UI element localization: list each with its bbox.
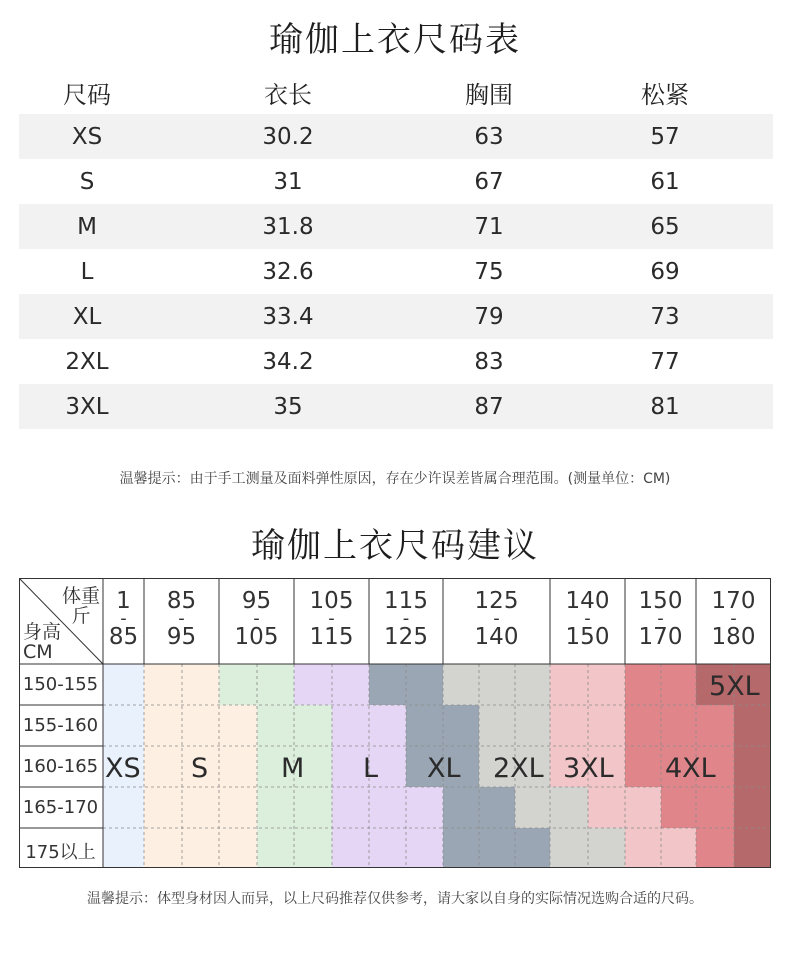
table-row	[19, 339, 773, 384]
size-zone-label-3xl: 3XL	[563, 753, 614, 784]
table-row	[19, 384, 773, 429]
size-zone-label-m: M	[281, 753, 305, 784]
weight-range-dash: -	[657, 608, 664, 629]
table-row	[19, 114, 773, 159]
weight-range-min: 85	[166, 588, 197, 614]
zone-cell-3xl	[550, 705, 588, 746]
height-unit: CM	[23, 641, 53, 663]
weight-range-min: 1	[116, 588, 131, 614]
weight-range-dash: -	[328, 608, 335, 629]
weight-range-min: 125	[474, 588, 519, 614]
weight-unit: 斤	[71, 605, 91, 627]
zone-cell-5xl	[734, 705, 771, 868]
size-zone-label-4xl: 4XL	[665, 753, 716, 784]
weight-range-dash: -	[493, 608, 500, 629]
size-zone-label-xs: XS	[105, 753, 141, 784]
weight-range-max: 125	[384, 624, 428, 650]
height-label: 身高	[23, 621, 62, 643]
weight-range-min: 150	[638, 588, 683, 614]
zone-cell-2xl	[515, 787, 550, 828]
zone-cell-4xl	[625, 705, 661, 746]
zone-cell-m	[257, 828, 294, 868]
zone-cell-l	[369, 705, 406, 746]
zone-cell-m	[294, 828, 332, 868]
zone-cell-4xl	[696, 705, 734, 746]
weight-range-header	[219, 590, 294, 676]
zone-cell-4xl	[661, 787, 696, 828]
weight-range-dash: -	[584, 608, 591, 629]
weight-range-header	[144, 590, 219, 676]
height-range-label: 165-170	[22, 797, 99, 818]
cell-length: 32.6	[262, 258, 314, 285]
weight-range-min: 115	[384, 588, 428, 614]
cell-stretch: 81	[650, 393, 680, 420]
zone-cell-3xl	[588, 787, 625, 828]
zone-cell-xl	[406, 705, 443, 746]
cell-size: XS	[71, 123, 103, 150]
zone-cell-m	[257, 705, 294, 746]
zone-cell-2xl	[479, 705, 515, 746]
height-range-label: 160-165	[22, 756, 99, 777]
zone-cell-l	[332, 787, 369, 828]
zone-cell-4xl	[696, 828, 734, 868]
table-row	[19, 249, 773, 294]
zone-cell-3xl	[661, 828, 696, 868]
cell-stretch: 57	[650, 123, 680, 150]
weight-range-dash: -	[730, 608, 737, 629]
cell-stretch: 65	[650, 213, 680, 240]
cell-length: 35	[273, 393, 303, 420]
cell-chest: 83	[474, 348, 504, 375]
cell-size: M	[77, 213, 97, 240]
cell-chest: 87	[474, 393, 504, 420]
cell-size: 3XL	[65, 393, 109, 420]
zone-cell-2xl	[515, 705, 550, 746]
weight-range-dash: -	[253, 608, 260, 629]
weight-range-header	[294, 590, 369, 676]
weight-range-header	[696, 590, 771, 676]
zone-cell-s	[144, 705, 182, 746]
zone-cell-xs	[103, 828, 144, 868]
cell-chest: 67	[474, 168, 504, 195]
zone-cell-4xl	[661, 705, 696, 746]
size-zone-label-l: L	[363, 753, 379, 784]
cell-length: 33.4	[262, 303, 314, 330]
weight-range-max: 140	[474, 624, 519, 650]
zone-cell-2xl	[550, 787, 588, 828]
size-chart-title: 瑜伽上衣尺码表	[269, 20, 521, 60]
cell-length: 34.2	[262, 348, 314, 375]
zone-cell-s	[182, 828, 219, 868]
size-zone-label-2xl: 2XL	[493, 753, 544, 784]
zone-cell-xl	[515, 828, 550, 868]
zone-cell-3xl	[588, 705, 625, 746]
weight-range-header	[443, 590, 550, 676]
cell-chest: 71	[474, 213, 504, 240]
size-recommendation-grid	[19, 578, 771, 868]
size-zone-label-xl: XL	[427, 753, 461, 784]
cell-chest: 63	[474, 123, 504, 150]
zone-cell-s	[219, 787, 257, 828]
zone-cell-2xl	[588, 828, 625, 868]
zone-cell-s	[144, 746, 182, 787]
recommendation-note: 温馨提示：体型身材因人而异，以上尺码推荐仅供参考，请大家以自身的实际情况选购合适的尺码。	[87, 891, 703, 907]
cell-stretch: 77	[650, 348, 680, 375]
zone-cell-3xl	[625, 787, 661, 828]
cell-chest: 75	[474, 258, 504, 285]
height-range-label: 150-155	[22, 674, 99, 695]
cell-length: 31.8	[262, 213, 314, 240]
zone-cell-m	[294, 787, 332, 828]
weight-range-header	[369, 590, 443, 676]
weight-range-header	[550, 590, 625, 676]
size-chart-note: 温馨提示：由于手工测量及面料弹性原因，存在少许误差皆属合理范围。(测量单位：CM)	[119, 471, 671, 487]
cell-size: XL	[72, 303, 102, 330]
size-zone-label-s: S	[191, 753, 209, 784]
zone-cell-l	[369, 828, 406, 868]
zone-cell-l	[406, 787, 443, 828]
zone-cell-l	[332, 828, 369, 868]
size-table-header	[19, 70, 773, 114]
header-length: 衣长	[264, 80, 312, 109]
zone-cell-s	[182, 787, 219, 828]
height-range-label: 155-160	[22, 715, 99, 736]
cell-size: L	[80, 258, 94, 285]
zone-cell-4xl	[625, 746, 661, 787]
cell-stretch: 61	[650, 168, 680, 195]
zone-cell-s	[219, 746, 257, 787]
recommendation-title: 瑜伽上衣尺码建议	[251, 526, 539, 566]
cell-size: S	[79, 168, 95, 195]
size-zone-label-5xl: 5XL	[709, 671, 760, 702]
zone-cell-4xl	[696, 787, 734, 828]
table-row	[19, 159, 773, 204]
zone-cell-xl	[443, 828, 479, 868]
weight-range-dash: -	[178, 608, 185, 629]
cell-length: 31	[273, 168, 303, 195]
weight-range-header	[103, 590, 144, 676]
zone-cell-s	[144, 787, 182, 828]
zone-cell-xl	[479, 787, 515, 828]
zone-cell-xl	[443, 705, 479, 746]
weight-range-min: 95	[241, 588, 272, 614]
weight-label: 体重	[61, 585, 100, 607]
weight-range-max: 115	[309, 624, 354, 650]
weight-axis-label	[59, 586, 103, 626]
zone-cell-l	[332, 705, 369, 746]
zone-cell-xl	[479, 828, 515, 868]
header-chest: 胸围	[465, 80, 513, 109]
weight-range-max: 150	[565, 624, 610, 650]
weight-range-min: 105	[309, 588, 354, 614]
weight-range-min: 170	[711, 588, 756, 614]
zone-cell-s	[144, 828, 182, 868]
weight-range-max: 85	[108, 624, 139, 650]
cell-chest: 79	[474, 303, 504, 330]
cell-stretch: 69	[650, 258, 680, 285]
zone-cell-2xl	[550, 828, 588, 868]
weight-range-max: 180	[711, 624, 756, 650]
height-axis-label	[23, 622, 61, 662]
weight-range-max: 105	[234, 624, 279, 650]
zone-cell-m	[257, 787, 294, 828]
header-size: 尺码	[63, 80, 111, 109]
zone-cell-xs	[103, 787, 144, 828]
weight-range-header	[625, 590, 696, 676]
cell-length: 30.2	[262, 123, 314, 150]
weight-range-min: 140	[565, 588, 610, 614]
cell-stretch: 73	[650, 303, 680, 330]
weight-range-dash: -	[120, 608, 127, 629]
zone-cell-s	[219, 705, 257, 746]
weight-range-max: 95	[166, 624, 197, 650]
zone-cell-3xl	[625, 828, 661, 868]
table-row	[19, 204, 773, 249]
zone-cell-s	[182, 705, 219, 746]
cell-size: 2XL	[65, 348, 109, 375]
weight-range-max: 170	[638, 624, 683, 650]
zone-cell-xs	[103, 705, 144, 746]
zone-cell-xl	[443, 787, 479, 828]
zone-cell-l	[406, 828, 443, 868]
header-stretch: 松紧	[641, 80, 689, 109]
size-table	[19, 70, 773, 429]
weight-range-dash: -	[402, 608, 410, 629]
zone-cell-s	[219, 828, 257, 868]
zone-cell-l	[369, 787, 406, 828]
zone-cell-m	[294, 705, 332, 746]
height-range-label: 175以上	[25, 842, 96, 863]
table-row	[19, 294, 773, 339]
